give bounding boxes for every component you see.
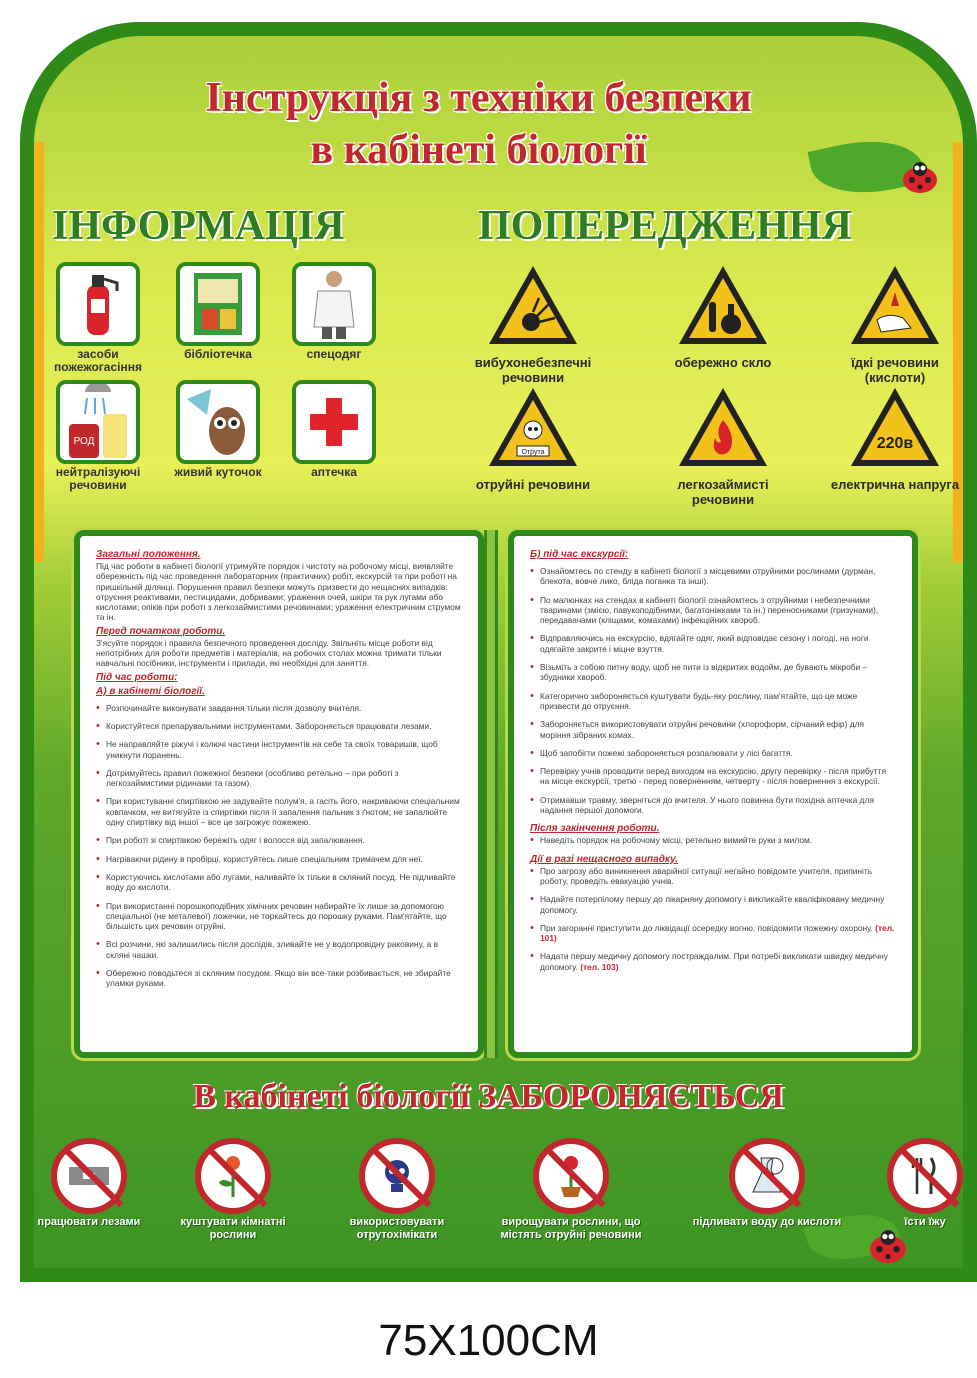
instruction-bullet: • Забороняється використовувати отруйні речовини (хлороформ, сірчаний ефір) для моріння зібраних комах. — [530, 719, 896, 740]
left-bullet-list — [96, 703, 462, 989]
instruction-bullet: • Розпочинайте виконувати завдання тільки після дозволу вчителя. — [96, 703, 462, 713]
fork-knife-icon — [907, 1154, 943, 1198]
instruction-bullet: • При використанні порошкоподібних хімічних речовин набирайте їх лише за допомогою спеціальної (не металевої) ложечки, не торкайтесь до порошку руками. Пам'ятайте, що більшість цих речовин отруйні. — [96, 901, 462, 932]
warning-glass — [648, 262, 798, 370]
phone-number: (тел. 103) — [580, 961, 619, 972]
general-heading: Загальні положення. — [96, 549, 201, 560]
forbidden-label: працювати лезами — [37, 1216, 141, 1228]
fire-extinguisher-icon — [73, 269, 123, 339]
instruction-bullet — [530, 923, 896, 944]
emergency-heading: Дії в разі нещасного випадку. — [530, 853, 679, 865]
instruction-bullet: • Нагріваючи рідину в пробірці, користуйтесь лише спеціальним тримачем для неї. — [96, 854, 462, 864]
forbidden-heading: В кабінеті біології ЗАБОРОНЯЄТЬСЯ — [193, 1078, 784, 1115]
instruction-bullet: • Не направляйте ріжучі і колючі частини інструментів на себе та своїх товаришів, щоб уникнути поранень. — [96, 739, 462, 760]
instruction-bullet — [530, 866, 896, 887]
explosive-icon — [485, 262, 581, 348]
red-cross-icon — [304, 392, 364, 452]
info-label: бібліотечка — [184, 347, 252, 361]
info-label: живий куточок — [174, 465, 262, 479]
before-text: З'ясуйте порядок і правила безпечного проведення досліду. Звільніть місце роботи від непотрібних для роботи предметів і матеріалів, на робочих столах можна тримати тільки навчальні посібники, інструменти і прилади, які необхідні для заняття. — [96, 637, 442, 669]
warning-explosive — [458, 262, 608, 385]
poster-title-line2: в кабінеті біології — [310, 127, 647, 173]
instruction-bullet: • Ознайомтесь по стенду в кабінеті біології з місцевими отруйними рослинами (дурман, блекота, вовче лико, бліда поганка та інші). — [530, 566, 896, 587]
bullet-text: Про загрозу або виникнення аварійної ситуації негайно повідомте учителя, припиніть роботу, проведіть евакуацію учнів. — [540, 865, 873, 886]
instruction-bullet: • Всі розчини, які залишились після дослідів, зливайте не у водопровідну раковину, а в скляні чашки. — [96, 939, 462, 960]
pouring-flask-icon — [745, 1154, 789, 1198]
voltage-icon — [847, 384, 943, 470]
left-instruction-page — [74, 530, 484, 1058]
warning-label: легкозаймисті речовини — [677, 477, 769, 507]
poison-tag: Отрута — [521, 449, 545, 456]
razor-blade-icon — [67, 1161, 111, 1191]
corrosive-icon — [847, 262, 943, 348]
left-stripe — [34, 142, 44, 562]
right-instruction-page — [508, 530, 918, 1058]
after-heading: Після закінчення роботи. — [530, 823, 660, 835]
size-label: 75X100CM — [378, 1316, 599, 1365]
forbidden-label: підливати воду до кислоти — [692, 1216, 842, 1228]
instruction-bullet: • Щоб запобігти пожежі забороняється розпалювати у лісі багаття. — [530, 748, 896, 758]
general-text: Під час роботи в кабінеті біології утримуйте порядок і чистоту на робочому місці, виявляйте обережність під час проведення лабораторних (практичних) робіт, екскурсій та при роботі на пришкільній ділянці. Порушення правил безпеки можуть призвести до нещасних випадків: отруєння реактивами, пестицидами, добривами; ураження очей, шкіри та рук лугами або кислотами; опіків при роботі з легкозаймистими речовинами; ураження електричним струмом та ін. — [96, 561, 461, 623]
forbidden-eating — [850, 1138, 977, 1229]
sub-heading: А) в кабінеті біології. — [96, 685, 205, 697]
plant-icon — [213, 1153, 253, 1199]
warning-poison — [458, 384, 608, 492]
instruction-bullet: • Наведіть порядок на робочому місці, ретельно вимийте руки з милом. — [530, 835, 896, 845]
shower-chemicals-icon — [63, 384, 133, 460]
forbidden-pesticides — [322, 1138, 472, 1242]
instruction-bullet: • Візьміть з собою питну воду, щоб не пити із відкритих водойм, де бувають мікроби – збудники хвороб. — [530, 662, 896, 683]
warning-label: обережно скло — [674, 355, 772, 370]
bullet-text: Надати першу медичну допомогу постраждалим. При потребі викликати швидку медичну допомогу. — [540, 951, 888, 972]
skull-icon — [377, 1156, 417, 1196]
info-item-living-corner — [168, 380, 268, 479]
book-spine — [484, 530, 498, 1058]
instruction-bullet — [530, 894, 896, 915]
voltage-tag: 220в — [876, 435, 914, 452]
warning-voltage — [820, 384, 970, 492]
bullet-text: Надайте потерпілому першу до лікарняну допомогу і викликайте кваліфіковану медичну допомогу. — [540, 894, 885, 915]
info-item-library — [168, 262, 268, 361]
neutralizer-tag: РОД — [73, 436, 95, 447]
forbidden-water-to-acid — [692, 1138, 842, 1229]
book-icon — [188, 269, 248, 339]
lab-coat-icon — [304, 267, 364, 341]
flame-icon — [675, 384, 771, 470]
after-bullet-list — [530, 835, 896, 845]
info-label: спецодяг — [306, 347, 362, 361]
info-label: аптечка — [311, 465, 357, 479]
instruction-bullet: • Відправляючись на екскурсію, вдягайте одяг, який відповідає сезону і погоді, на ноги одягайте закрите і міцне взуття. — [530, 633, 896, 654]
instruction-bullet: • Отримавши травму, зверніться до вчителя. У нього повинна бути похідна аптечка для надання першої допомоги. — [530, 795, 896, 816]
forbidden-label: вирощувати рослини, що містять отруйні речовини — [500, 1216, 642, 1241]
excursion-heading: Б) під час екскурсії: — [530, 549, 629, 560]
before-heading: Перед початком роботи. — [96, 625, 226, 637]
instruction-bullet: • Обережно поводьтеся зі скляним посудом. Якщо він все-таки розбивається, не збирайте уламки руками. — [96, 968, 462, 989]
warning-label: електрична напруга — [830, 477, 960, 492]
ladybug-icon — [866, 1228, 910, 1264]
info-label: нейтралізуючі речовини — [55, 465, 141, 492]
warning-label: отруйні речовини — [475, 477, 591, 492]
info-item-first-aid — [284, 380, 384, 479]
forbidden-label: куштувати кімнатні рослини — [180, 1216, 286, 1241]
owl-fish-icon — [183, 385, 253, 459]
instruction-bullet: • При користуванні спиртівкою не задувайте полум'я, а гасіть його, накриваючи спеціальним ковпачком, не витягуйте із спиртівки після її запалення пальник з ґнотом; не запалюйте одну спиртівку від іншої – все це загрожує пожежею. — [96, 796, 462, 827]
warning-corrosive — [820, 262, 970, 385]
forbidden-poison-plants — [496, 1138, 646, 1242]
instruction-bullet: • Користуйтеся препарувальними інструментами. Забороняється працювати лезами. — [96, 721, 462, 731]
flower-pot-icon — [551, 1153, 591, 1199]
forbidden-label: їсти їжу — [904, 1216, 946, 1228]
warning-label: вибухонебезпечні речовини — [474, 355, 592, 385]
warning-label: їдкі речовини (кислоти) — [851, 355, 939, 385]
instruction-bullet: • При роботі зі спиртівкою бережіть одяг і волосся від запалювання. — [96, 835, 462, 845]
warnings-heading: ПОПЕРЕДЖЕННЯ — [478, 203, 852, 249]
warning-flammable — [648, 384, 798, 507]
info-label: засоби пожежогасіння — [53, 347, 142, 374]
during-heading: Під час роботи: — [96, 671, 178, 683]
bullet-text: При загоранні приступити до ліквідації осередку вогню, повідомити пожежну охорону. — [540, 922, 873, 933]
info-item-fire-extinguishers — [48, 262, 148, 374]
instruction-bullet: • По малюнках на стендах в кабінеті біології ознайомтесь з отруйними і небезпечними тваринами (змією, павукоподібними, багатоніжками та ін.) переносниками (гризунами), передавачами (кліщами, комахами) інфекційних хвороб. — [530, 595, 896, 626]
info-item-workwear — [284, 262, 384, 361]
forbidden-label: використовувати отрутохімікати — [349, 1216, 445, 1241]
instruction-bullet — [530, 951, 896, 972]
forbidden-razor — [14, 1138, 164, 1229]
info-heading: ІНФОРМАЦІЯ — [52, 203, 345, 249]
instruction-bullet: • Дотримуйтесь правил пожежної безпеки (особливо ретельно – при роботі з легкозаймистими рідинами та газом). — [96, 768, 462, 789]
poster-title-line1: Інструкція з техніки безпеки — [205, 75, 752, 121]
instruction-bullet: • Перевірку учнів проводити перед виходом на екскурсію, другу перевірку - після прибуття на місце екскурсії, третю - перед поверненням, четверту - після повернення з екскурсії. — [530, 766, 896, 787]
forbidden-taste-plants — [158, 1138, 308, 1242]
poison-icon — [485, 384, 581, 470]
emergency-bullet-list — [530, 866, 896, 972]
instruction-bullet: • Категорично забороняється куштувати будь-яку рослину, пам'ятайте, що це може призвести до отруєння. — [530, 691, 896, 712]
phone-number: (тел. 101) — [540, 922, 895, 944]
excursion-bullet-list — [530, 566, 896, 815]
instruction-bullet: • Користуючись кислотами або лугами, наливайте їх тільки в скляний посуд. Не підливайте воду до кислоти. — [96, 872, 462, 893]
glass-flask-icon — [675, 262, 771, 348]
info-item-neutralizers — [48, 380, 148, 492]
